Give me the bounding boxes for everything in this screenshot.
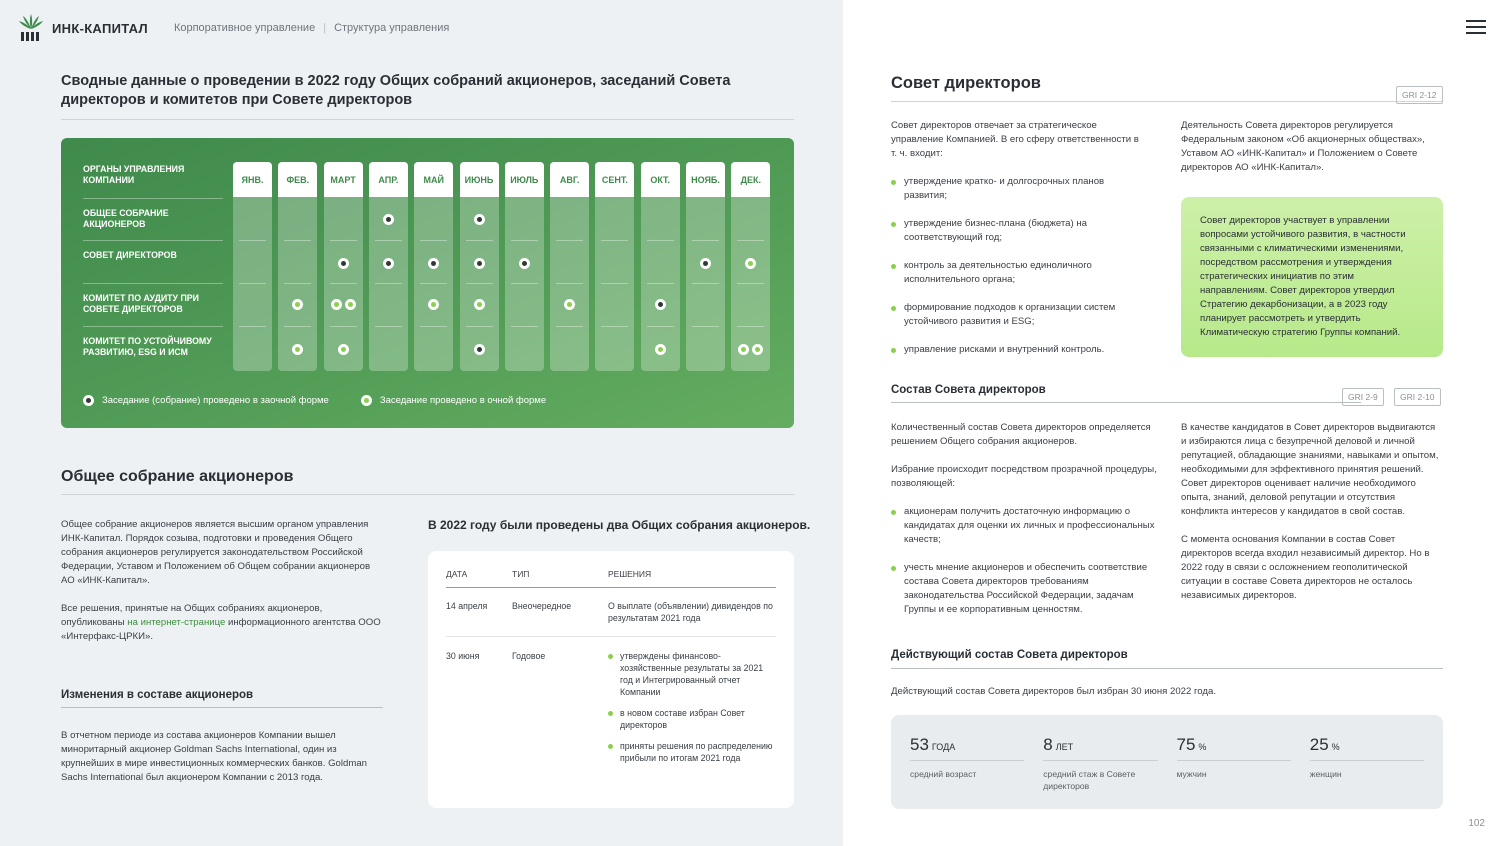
org-row-label: КОМИТЕТ ПО УСТОЙЧИВОМУ РАЗВИТИЮ, ESG И ИСМ bbox=[83, 336, 212, 357]
top-bar bbox=[18, 12, 449, 44]
cell-divider bbox=[375, 326, 402, 327]
cell-divider bbox=[737, 283, 764, 284]
absentee-meeting-marker bbox=[383, 258, 394, 269]
legend-in-person bbox=[361, 395, 546, 406]
logo-icon bbox=[18, 13, 44, 43]
cell-divider bbox=[284, 326, 311, 327]
month-header: СЕНТ. bbox=[595, 162, 634, 197]
breadcrumb-separator: | bbox=[323, 22, 327, 34]
cell-divider bbox=[556, 326, 583, 327]
composition-r2: С момента основания Компании в состав Совет директоров всегда входил независимый директор. Но в 2022 году в связи с осложнением геополитической ситуации в составе Совета директоров не осталось независимых директоров. bbox=[1181, 534, 1430, 601]
in-person-meeting-marker bbox=[564, 299, 575, 310]
absentee-meeting-marker bbox=[474, 258, 485, 269]
stat-women bbox=[1310, 735, 1424, 789]
list-item: контроль за деятельностью единоличного исполнительного органа; bbox=[891, 259, 1146, 287]
stat-label: средний возраст bbox=[910, 769, 977, 779]
list-item: акционерам получить достаточную информацию о кандидатах для оценки их личных и профессиональных качеств; bbox=[891, 505, 1161, 547]
composition-left bbox=[891, 421, 1161, 631]
summary-title: Сводные данные о проведении в 2022 году Общих собраний акционеров, заседаний Совета директоров и комитетов при Совете директоров bbox=[61, 72, 794, 120]
row-decisions-list bbox=[608, 650, 776, 773]
breadcrumb bbox=[174, 22, 449, 34]
absentee-meeting-marker bbox=[383, 214, 394, 225]
shareholder-changes-title: Изменения в составе акционеров bbox=[61, 689, 383, 708]
org-row-label: ОБЩЕЕ СОБРАНИЕ АКЦИОНЕРОВ bbox=[83, 208, 169, 229]
decision-item: в новом составе избран Совет директоров bbox=[608, 707, 776, 731]
gsa-publication-paragraph bbox=[61, 602, 383, 644]
cell-divider bbox=[647, 283, 674, 284]
row-type: Внеочередное bbox=[512, 601, 572, 611]
sustainability-highlight-box: Совет директоров участвует в управлении вопросами устойчивого развития, в частности связанными с климатическими изменениями, посредством рассмотрения и утверждения стратегических инициатив по этим направлениям. Совет директоров утвердил Стратегию декарбонизации, а в 2023 году планирует рассмотреть и утвердить Климатическую стратегию Группы компаний. bbox=[1181, 197, 1443, 357]
stat-average-tenure bbox=[1043, 735, 1157, 789]
stat-value: 8 bbox=[1043, 735, 1053, 754]
text: информационного агентства ООО «Интерфакс-ЦРКИ». bbox=[61, 617, 381, 642]
absentee-meeting-marker bbox=[474, 214, 485, 225]
org-header: ОРГАНЫ УПРАВЛЕНИЯ КОМПАНИИ bbox=[83, 164, 185, 185]
org-row-label: СОВЕТ ДИРЕКТОРОВ bbox=[83, 250, 177, 260]
absentee-meeting-marker bbox=[519, 258, 530, 269]
row-date: 30 июня bbox=[446, 651, 480, 661]
table-row bbox=[446, 636, 776, 785]
cell-divider bbox=[330, 326, 357, 327]
stat-average-age bbox=[910, 735, 1024, 789]
stat-unit: ЛЕТ bbox=[1055, 742, 1074, 752]
cell-divider bbox=[239, 326, 266, 327]
cell-divider bbox=[466, 240, 493, 241]
in-person-meeting-marker bbox=[292, 299, 303, 310]
header-type: ТИП bbox=[512, 569, 530, 579]
composition-p1: Количественный состав Совета директоров определяется решением Общего собрания акционеров. bbox=[891, 422, 1151, 447]
list-item: учесть мнение акционеров и обеспечить соответствие состава Совета директоров требованиям законодательства Российской Федерации, задачам Группы и ее корпоративным ценностям. bbox=[891, 561, 1161, 617]
cell-divider bbox=[692, 240, 719, 241]
gri-badge: GRI 2-10 bbox=[1394, 388, 1441, 406]
org-divider bbox=[83, 198, 223, 199]
board-intro: Совет директоров отвечает за стратегическое управление Компанией. В его сферу ответственности в т. ч. входит: bbox=[891, 120, 1139, 159]
org-divider bbox=[83, 240, 223, 241]
gri-badge: GRI 2-12 bbox=[1396, 86, 1443, 104]
stat-value: 75 bbox=[1176, 735, 1196, 754]
in-person-meeting-marker bbox=[474, 299, 485, 310]
breadcrumb-item-management-structure[interactable]: Структура управления bbox=[334, 22, 450, 34]
current-composition-text: Действующий состав Совета директоров был избран 30 июня 2022 года. bbox=[891, 686, 1217, 697]
board-regulation: Деятельность Совета директоров регулируется Федеральным законом «Об акционерных обществах», Уставом АО «ИНК-Капитал» и Положением о Совете директоров АО «ИНК-Капитал». bbox=[1181, 120, 1425, 173]
calendar-legend bbox=[83, 395, 546, 406]
header-date: ДАТА bbox=[446, 569, 468, 579]
row-type: Годовое bbox=[512, 651, 546, 661]
current-composition-title: Действующий состав Совета директоров bbox=[891, 649, 1443, 669]
cell-divider bbox=[330, 240, 357, 241]
header-decisions: РЕШЕНИЯ bbox=[608, 569, 652, 579]
absentee-meeting-marker bbox=[474, 344, 485, 355]
composition-list bbox=[891, 505, 1161, 617]
month-header: МАЙ bbox=[414, 162, 453, 197]
gsa-section-title: Общее собрание акционеров bbox=[61, 468, 794, 495]
meetings-table bbox=[446, 569, 776, 785]
stat-value: 25 bbox=[1309, 735, 1329, 754]
month-header: ОКТ. bbox=[641, 162, 680, 197]
decision-item: утверждены финансово-хозяйственные результаты за 2021 год и Интегрированный отчет Компании bbox=[608, 650, 776, 698]
absentee-dot-icon bbox=[83, 395, 94, 406]
legend-absentee-label: Заседание (собрание) проведено в заочной форме bbox=[102, 395, 329, 406]
text: Все решения, принятые на Общих собраниях акционеров, опубликованы bbox=[61, 603, 323, 628]
cell-divider bbox=[601, 240, 628, 241]
cell-divider bbox=[420, 240, 447, 241]
breadcrumb-item-corporate-governance[interactable]: Корпоративное управление bbox=[173, 22, 316, 34]
stat-value: 53 bbox=[910, 735, 929, 754]
cell-divider bbox=[511, 326, 538, 327]
page-number: 102 bbox=[1468, 818, 1485, 829]
company-logo[interactable] bbox=[18, 13, 148, 43]
gri-badge: GRI 2-9 bbox=[1342, 388, 1384, 406]
month-header: ЯНВ. bbox=[233, 162, 272, 197]
shareholder-changes-text: В отчетном периоде из состава акционеров Компании вышел миноритарный акционер Goldman Sachs International, один из крупнейших в мире инвестиционных коммерческих банков. Goldman Sachs International был акционером Компании с 2013 года. bbox=[61, 730, 368, 783]
row-date: 14 апреля bbox=[446, 601, 488, 611]
cell-divider bbox=[692, 283, 719, 284]
month-header: ИЮЛЬ bbox=[505, 162, 544, 197]
in-person-meeting-marker bbox=[331, 299, 342, 310]
board-responsibilities-list bbox=[891, 175, 1146, 357]
board-stats bbox=[891, 715, 1443, 809]
hamburger-menu-icon[interactable] bbox=[1466, 20, 1486, 34]
absentee-meeting-marker bbox=[700, 258, 711, 269]
composition-p2: Избрание происходит посредством прозрачной процедуры, позволяющей: bbox=[891, 464, 1157, 489]
cell-divider bbox=[647, 326, 674, 327]
cell-divider bbox=[601, 283, 628, 284]
cell-divider bbox=[737, 326, 764, 327]
list-item: формирование подходов к организации систем устойчивого развития и ESG; bbox=[891, 301, 1146, 329]
table-row bbox=[446, 588, 776, 636]
cell-divider bbox=[239, 283, 266, 284]
absentee-meeting-marker bbox=[655, 299, 666, 310]
decision-item: приняты решения по распределению прибыли по итогам 2021 года bbox=[608, 740, 776, 764]
legend-absentee bbox=[83, 395, 329, 406]
absentee-meeting-marker bbox=[428, 258, 439, 269]
cell-divider bbox=[466, 283, 493, 284]
month-header: МАРТ bbox=[324, 162, 363, 197]
month-header: ДЕК. bbox=[731, 162, 770, 197]
cell-divider bbox=[284, 240, 311, 241]
interfax-link[interactable]: на интернет-странице bbox=[127, 617, 226, 628]
org-divider bbox=[83, 326, 223, 327]
stat-men bbox=[1177, 735, 1291, 789]
cell-divider bbox=[420, 283, 447, 284]
cell-divider bbox=[647, 240, 674, 241]
logo-text: ИНК-КАПИТАЛ bbox=[52, 20, 148, 36]
stat-unit: % bbox=[1331, 742, 1340, 752]
cell-divider bbox=[601, 326, 628, 327]
in-person-meeting-marker bbox=[752, 344, 763, 355]
stat-label: женщин bbox=[1309, 769, 1342, 779]
list-item: утверждение кратко- и долгосрочных планов развития; bbox=[891, 175, 1146, 203]
in-person-meeting-marker bbox=[738, 344, 749, 355]
month-header: ИЮНЬ bbox=[460, 162, 499, 197]
list-item: управление рисками и внутренний контроль. bbox=[891, 343, 1146, 357]
stat-unit: ГОДА bbox=[931, 742, 956, 752]
in-person-dot-icon bbox=[361, 395, 372, 406]
cell-divider bbox=[375, 240, 402, 241]
in-person-meeting-marker bbox=[345, 299, 356, 310]
cell-divider bbox=[692, 326, 719, 327]
meetings-calendar-panel bbox=[61, 138, 794, 428]
cell-divider bbox=[375, 283, 402, 284]
board-responsibilities bbox=[891, 119, 1146, 371]
in-person-meeting-marker bbox=[292, 344, 303, 355]
cell-divider bbox=[330, 283, 357, 284]
cell-divider bbox=[556, 283, 583, 284]
composition-right bbox=[1181, 421, 1443, 603]
cell-divider bbox=[284, 283, 311, 284]
row-decision: О выплате (объявлении) дивидендов по результатам 2021 года bbox=[608, 601, 773, 623]
in-person-meeting-marker bbox=[338, 344, 349, 355]
stat-label: средний стаж в Совете директоров bbox=[1043, 769, 1136, 791]
stat-unit: % bbox=[1198, 742, 1207, 752]
month-header: ФЕВ. bbox=[278, 162, 317, 197]
org-divider bbox=[83, 283, 223, 284]
legend-in-person-label: Заседание проведено в очной форме bbox=[379, 395, 547, 406]
cell-divider bbox=[511, 283, 538, 284]
in-person-meeting-marker bbox=[428, 299, 439, 310]
stat-label: мужчин bbox=[1176, 769, 1207, 779]
gsa-paragraph: Общее собрание акционеров является высшим органом управления ИНК-Капитал. Порядок созыва, подготовки и проведения Общего собрания акционеров регулируется законодательством Российской Федерации, Уставом и Положением об Общем собрании акционеров АО «ИНК-Капитал». bbox=[61, 519, 371, 586]
cell-divider bbox=[556, 240, 583, 241]
month-header: АПР. bbox=[369, 162, 408, 197]
month-header: АВГ. bbox=[550, 162, 589, 197]
absentee-meeting-marker bbox=[338, 258, 349, 269]
month-header: НОЯБ. bbox=[686, 162, 725, 197]
in-person-meeting-marker bbox=[655, 344, 666, 355]
cell-divider bbox=[466, 326, 493, 327]
cell-divider bbox=[239, 240, 266, 241]
meetings-title: В 2022 году были проведены два Общих собрания акционеров. bbox=[428, 518, 811, 532]
cell-divider bbox=[737, 240, 764, 241]
board-section-title: Совет директоров bbox=[891, 74, 1443, 102]
composition-title: Состав Совета директоров bbox=[891, 384, 1361, 403]
cell-divider bbox=[420, 326, 447, 327]
meetings-table-card bbox=[428, 551, 794, 808]
org-row-label: КОМИТЕТ ПО АУДИТУ ПРИ СОВЕТЕ ДИРЕКТОРОВ bbox=[83, 293, 199, 314]
table-header bbox=[446, 569, 776, 588]
in-person-meeting-marker bbox=[745, 258, 756, 269]
cell-divider bbox=[511, 240, 538, 241]
list-item: утверждение бизнес-плана (бюджета) на соответствующий год; bbox=[891, 217, 1146, 245]
composition-r1: В качестве кандидатов в Совет директоров выдвигаются и избираются лица с безупречной деловой и личной репутацией, обладающие знаниями, навыками и опытом, необходимыми для эффективного принятия решений. Совет директоров оценивает наличие необходимого опыта, знаний, деловой репутации и отсутствия конфликта интересов у кандидатов в свой состав. bbox=[1181, 422, 1439, 517]
